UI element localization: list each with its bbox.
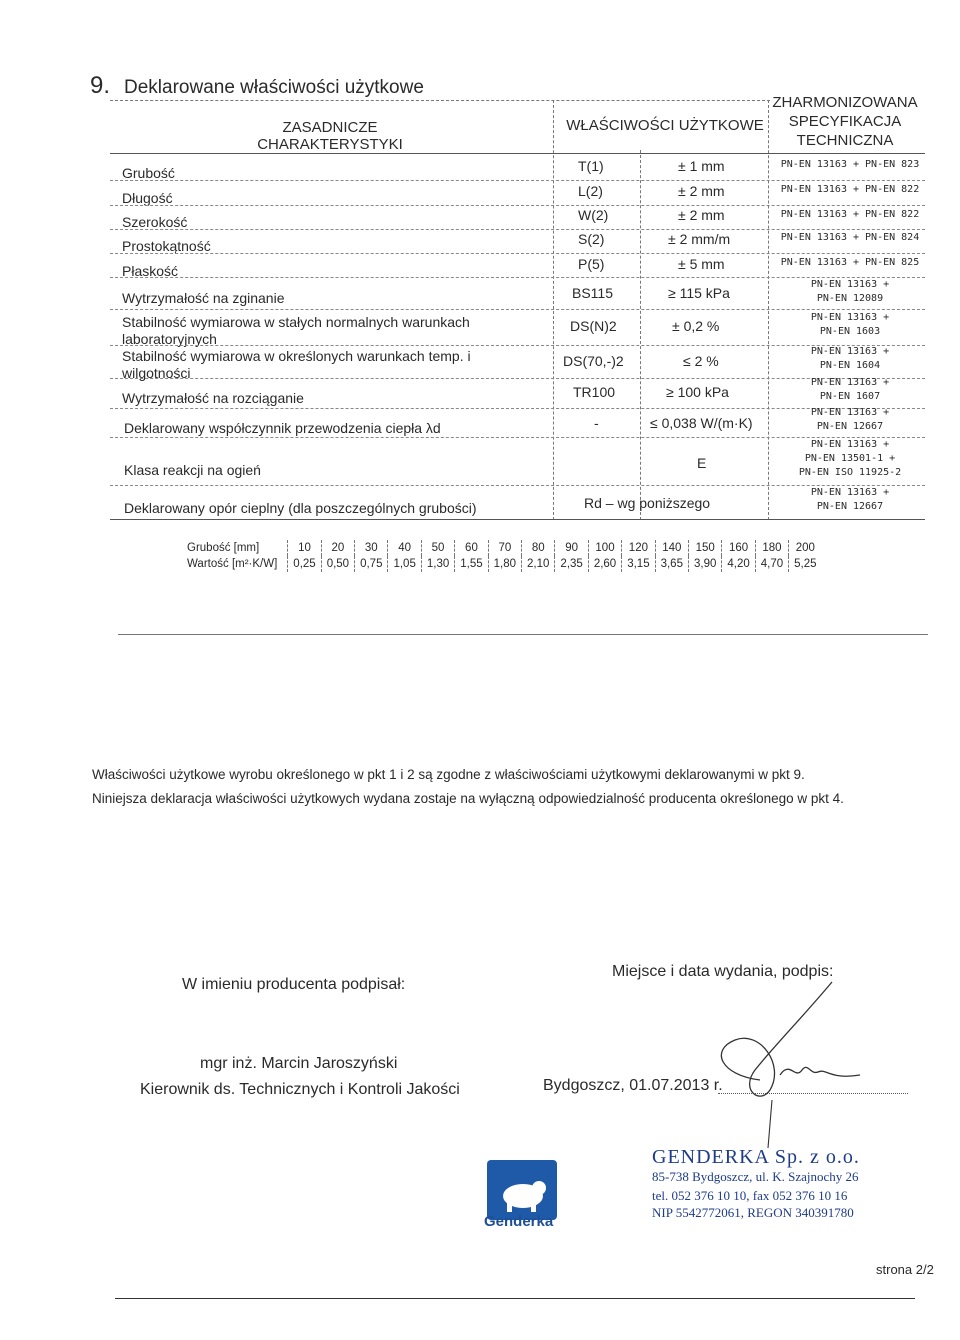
std-cell: PN-EN 13163 + PN-EN 825 (780, 257, 920, 268)
std-cell (775, 311, 925, 339)
thickness-cell: 140 (655, 540, 688, 556)
value-cell: E (697, 455, 707, 471)
thickness-cell: 150 (688, 540, 721, 556)
std-line: PN-EN 13163 + (810, 279, 890, 290)
header-properties: WŁAŚCIWOŚCI UŻYTKOWE (566, 117, 764, 134)
std-cell (775, 438, 925, 480)
resistance-row (182, 556, 822, 572)
row-rule (110, 309, 925, 310)
resistance-cell: 4,70 (755, 556, 788, 572)
std-line: PN-EN ISO 11925-2 (798, 467, 902, 478)
thickness-cell: 80 (522, 540, 555, 556)
std-cell (775, 406, 925, 434)
resistance-cell: 1,55 (455, 556, 488, 572)
value-cell: ≤ 2 % (683, 353, 719, 369)
thickness-cell: 70 (488, 540, 521, 556)
resistance-cell: 2,10 (522, 556, 555, 572)
char-cell: Szerokość (122, 214, 188, 230)
table-divider (768, 100, 769, 520)
resistance-cell: 0,25 (288, 556, 321, 572)
char-cell (122, 348, 471, 382)
header-spec-line: TECHNICZNA (796, 132, 894, 149)
stamp-ids: NIP 5542772061, REGON 340391780 (652, 1205, 854, 1220)
row-rule (110, 253, 925, 254)
signature-icon (700, 980, 870, 1150)
std-cell (775, 345, 925, 373)
std-line: PN-EN 13163 + (810, 312, 890, 323)
std-cell: PN-EN 13163 + PN-EN 823 (780, 159, 920, 170)
char-cell: Klasa reakcji na ogień (124, 462, 261, 478)
section-underline (110, 100, 770, 101)
std-line: PN-EN 13163 + (810, 439, 890, 450)
resistance-cell: 4,20 (722, 556, 755, 572)
code-cell: W(2) (578, 207, 609, 223)
thickness-cell: 180 (755, 540, 788, 556)
row-rule (110, 180, 925, 181)
value-cell: ≥ 100 kPa (666, 384, 729, 400)
char-cell: Deklarowany opór cieplny (dla poszczególnych grubości) (124, 500, 477, 516)
header-spec-line: SPECYFIKACJA (788, 113, 902, 130)
resistance-cell: 3,15 (622, 556, 655, 572)
thickness-cell: 200 (789, 540, 822, 556)
char-line: Stabilność wymiarowa w stałych normalnych warunkach (122, 314, 470, 330)
std-cell (775, 486, 925, 514)
section-number: 9. (90, 72, 111, 99)
resistance-cell: 0,50 (321, 556, 354, 572)
resistance-cell: 0,75 (355, 556, 388, 572)
std-line: PN-EN 1603 (819, 326, 881, 337)
std-cell (775, 278, 925, 306)
value-cell: ± 2 mm (678, 207, 725, 223)
row-rule (110, 229, 925, 230)
thickness-cell: 120 (622, 540, 655, 556)
header-characteristics: ZASADNICZE CHARAKTERYSTYKI (257, 119, 403, 153)
std-line: PN-EN 1604 (819, 360, 881, 371)
code-cell: T(1) (578, 158, 604, 174)
logo-wordmark: Genderka (484, 1213, 554, 1230)
char-line: Stabilność wymiarowa w określonych warunkach temp. i (122, 348, 471, 364)
code-cell: DS(N)2 (570, 318, 617, 334)
thickness-cell: 30 (355, 540, 388, 556)
signed-by-heading: W imieniu producenta podpisał: (182, 976, 406, 993)
std-line: PN-EN 12667 (816, 421, 884, 432)
code-cell: DS(70,-)2 (563, 353, 624, 369)
std-cell: PN-EN 13163 + PN-EN 824 (780, 232, 920, 243)
row-rule (110, 205, 925, 206)
resistance-cell: 3,65 (655, 556, 688, 572)
char-cell (122, 314, 470, 348)
thickness-row (182, 540, 822, 556)
resistance-cell: 5,25 (789, 556, 822, 572)
thickness-table (182, 540, 822, 572)
value-cell: ± 2 mm (678, 183, 725, 199)
value-cell: ± 5 mm (678, 256, 725, 272)
resistance-cell: 1,05 (388, 556, 421, 572)
std-line: PN-EN 13163 + (810, 346, 890, 357)
thickness-cell: 50 (421, 540, 454, 556)
stamp-phone: tel. 052 376 10 10, fax 052 376 10 16 (652, 1188, 848, 1203)
section-title-text: Deklarowane właściwości użytkowe (124, 77, 424, 98)
section-title (90, 72, 424, 100)
value-cell: Rd – wg poniższego (584, 495, 711, 511)
signatory-role: Kierownik ds. Technicznych i Kontroli Jakości (140, 1081, 460, 1098)
page-number: strona 2/2 (876, 1262, 934, 1277)
value-cell: ± 1 mm (678, 158, 725, 174)
resistance-cell: 2,35 (555, 556, 588, 572)
std-line: PN-EN 13163 + (810, 407, 890, 418)
char-cell: Długość (122, 190, 173, 206)
value-cell: ± 0,2 % (672, 318, 720, 334)
divider-line (118, 634, 928, 635)
resistance-cell: 1,80 (488, 556, 521, 572)
char-cell: Grubość (122, 165, 175, 181)
stamp-company: GENDERKA Sp. z o.o. (652, 1146, 860, 1168)
std-line: PN-EN 13163 + (810, 487, 890, 498)
place-date-heading: Miejsce i data wydania, podpis: (612, 963, 834, 980)
code-cell: S(2) (578, 231, 605, 247)
resistance-label: Wartość [m²·K/W] (187, 558, 278, 570)
polar-bear-icon (487, 1160, 557, 1220)
thickness-cell: 20 (321, 540, 354, 556)
std-cell: PN-EN 13163 + PN-EN 822 (780, 209, 920, 220)
statement-line: Niniejsza deklaracja właściwości użytkowych wydana zostaje na wyłączną odpowiedzialność producenta określonego w pkt 4. (92, 791, 844, 806)
std-line: PN-EN 13163 + (810, 377, 890, 388)
statement-line: Właściwości użytkowe wyrobu określonego w pkt 1 i 2 są zgodne z właściwościami użytkowymi deklarowanymi w pkt 9. (92, 767, 805, 782)
resistance-cell: 3,90 (688, 556, 721, 572)
char-cell: Płaskość (122, 263, 179, 279)
resistance-cell: 1,30 (421, 556, 454, 572)
code-cell: - (594, 415, 599, 431)
std-cell (775, 376, 925, 404)
code-cell: L(2) (578, 183, 603, 199)
header-rule (110, 153, 925, 154)
char-line: laboratoryjnych (122, 331, 217, 347)
thickness-cell: 160 (722, 540, 755, 556)
footer-rule (115, 1298, 915, 1299)
std-line: PN-EN 12667 (816, 501, 884, 512)
thickness-cell: 60 (455, 540, 488, 556)
std-cell: PN-EN 13163 + PN-EN 822 (780, 184, 920, 195)
signatory-name: mgr inż. Marcin Jaroszyński (200, 1055, 398, 1072)
thickness-cell: 90 (555, 540, 588, 556)
thickness-label: Grubość [mm] (187, 542, 260, 554)
char-cell: Deklarowany współczynnik przewodzenia ciepła λd (124, 420, 441, 436)
code-cell: P(5) (578, 256, 605, 272)
std-line: PN-EN 12089 (816, 293, 884, 304)
thickness-cell: 10 (288, 540, 321, 556)
value-cell: ± 2 mm/m (668, 231, 731, 247)
table-bottom-rule (110, 519, 925, 520)
char-cell: Wytrzymałość na rozciąganie (122, 390, 304, 406)
table-divider (553, 100, 554, 520)
thickness-cell: 40 (388, 540, 421, 556)
genderka-logo (487, 1160, 557, 1220)
std-line: PN-EN 13501-1 + (804, 453, 896, 464)
thickness-cell: 100 (588, 540, 621, 556)
stamp-address: 85-738 Bydgoszcz, ul. K. Szajnochy 26 (652, 1169, 859, 1184)
char-cell: Wytrzymałość na zginanie (122, 290, 285, 306)
char-line: wilgotności (122, 365, 191, 381)
header-spec-line: ZHARMONIZOWANA (772, 94, 918, 111)
char-cell: Prostokątność (122, 238, 211, 254)
value-cell: ≥ 115 kPa (668, 285, 730, 301)
code-cell: TR100 (573, 384, 616, 400)
place-date: Bydgoszcz, 01.07.2013 r. (543, 1077, 723, 1094)
header-spec (770, 93, 920, 150)
resistance-cell: 2,60 (588, 556, 621, 572)
value-cell: ≤ 0,038 W/(m·K) (650, 415, 753, 431)
code-cell: BS115 (572, 285, 613, 301)
std-line: PN-EN 1607 (819, 391, 881, 402)
